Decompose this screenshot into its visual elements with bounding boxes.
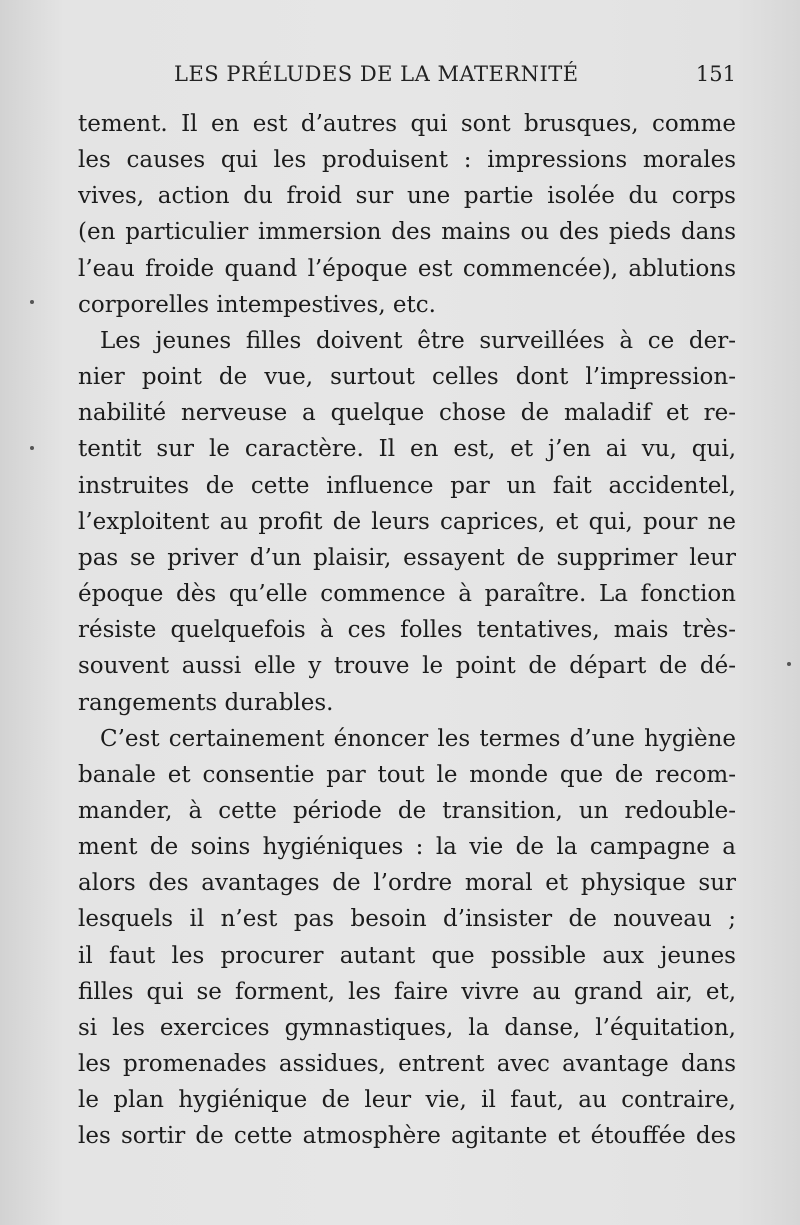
text-line: filles qui se forment, les faire vivre au grand air, et, <box>78 978 736 1005</box>
text-line: (en particulier immersion des mains ou des pieds dans <box>78 219 736 246</box>
text-line: vives, action du froid sur une partie isolée du corps <box>78 183 736 210</box>
paragraph-2 <box>78 323 736 721</box>
text-line: tement. Il en est d’autres qui sont brusques, comme <box>78 111 736 137</box>
text-line: nier point de vue, surtout celles dont l’impression- <box>78 364 736 391</box>
text-line: souvent aussi elle y trouve le point de départ de dé- <box>78 653 736 680</box>
text-line: C’est certainement énoncer les termes d’une hygiène <box>100 725 736 752</box>
text-line: les promenades assidues, entrent avec avantage dans <box>78 1051 736 1078</box>
body-text <box>78 106 736 1155</box>
text-line: banale et consentie par tout le monde que de recom- <box>78 761 736 788</box>
text-line: ment de soins hygiéniques : la vie de la campagne a <box>78 834 736 861</box>
text-line: résiste quelquefois à ces folles tentatives, mais très- <box>78 617 736 644</box>
running-header <box>78 60 736 96</box>
text-line: tentit sur le caractère. Il en est, et j’en ai vu, qui, <box>78 436 736 463</box>
text-line: instruites de cette influence par un fait accidentel, <box>78 472 736 499</box>
paragraph-3 <box>78 721 736 1155</box>
print-speck <box>30 300 34 304</box>
text-line: l’exploitent au profit de leurs caprices, et qui, pour ne <box>78 508 736 535</box>
text-line: alors des avantages de l’ordre moral et physique sur <box>78 870 736 897</box>
text-line: il faut les procurer autant que possible aux jeunes <box>78 942 736 969</box>
text-line: pas se priver d’un plaisir, essayent de supprimer leur <box>78 544 736 571</box>
text-line: Les jeunes filles doivent être surveillées à ce der- <box>100 327 736 354</box>
page-number: 151 <box>695 62 736 86</box>
print-speck <box>787 662 791 666</box>
running-title: LES PRÉLUDES DE LA MATERNITÉ <box>174 62 579 86</box>
paragraph-1 <box>78 106 736 323</box>
text-line: si les exercices gymnastiques, la danse, l’équitation, <box>78 1014 736 1041</box>
text-line: le plan hygiénique de leur vie, il faut, au contraire, <box>78 1087 736 1114</box>
text-line: rangements durables. <box>78 689 334 716</box>
print-speck <box>30 446 34 450</box>
text-line: mander, à cette période de transition, un redouble- <box>78 797 736 824</box>
text-line: les causes qui les produisent : impressions morales <box>78 147 736 174</box>
text-line: lesquels il n’est pas besoin d’insister de nouveau ; <box>78 906 736 933</box>
text-line: époque dès qu’elle commence à paraître. La fonction <box>78 581 736 608</box>
text-line: corporelles intempestives, etc. <box>78 291 436 318</box>
text-line: les sortir de cette atmosphère agitante et étouffée des <box>78 1123 736 1150</box>
text-line: l’eau froide quand l’époque est commencée), ablutions <box>78 255 736 282</box>
text-line: nabilité nerveuse a quelque chose de maladif et re- <box>78 400 736 427</box>
